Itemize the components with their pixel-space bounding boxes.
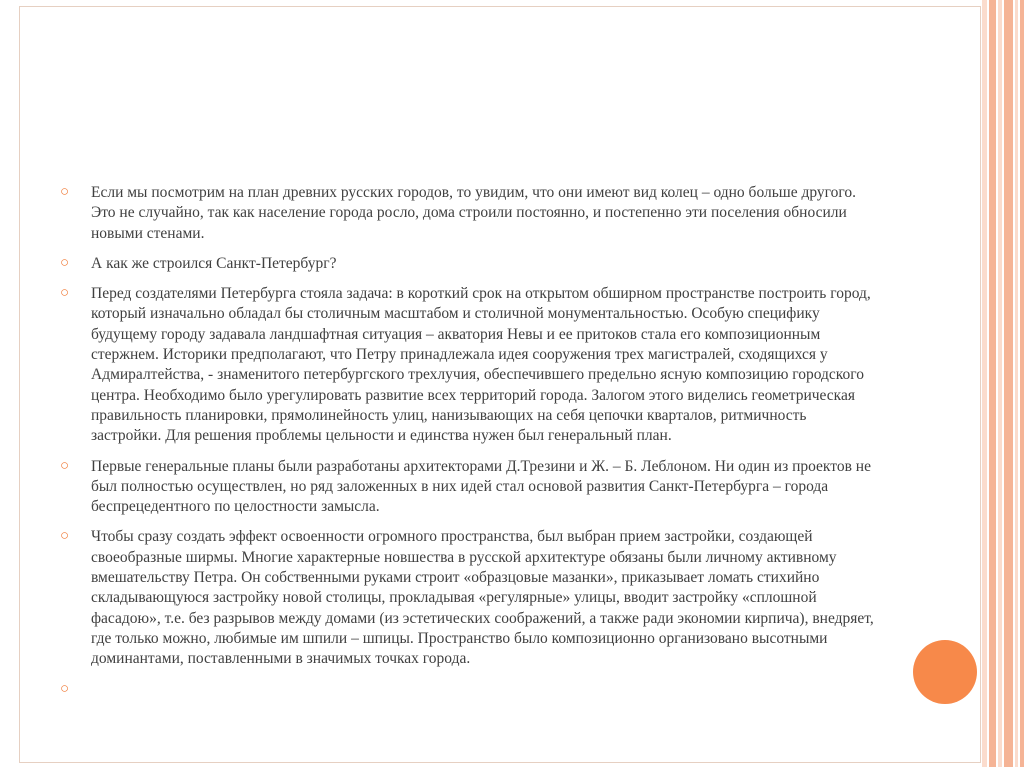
bullet-item <box>60 527 880 669</box>
circle-bullet-icon: ○ <box>60 184 70 200</box>
bullet-item <box>60 254 880 274</box>
circle-bullet-icon: ○ <box>60 457 70 474</box>
decorative-stripes <box>980 0 1024 767</box>
bullet-text: А как же строился Санкт-Петербург? <box>91 254 337 272</box>
decorative-circle <box>913 640 977 704</box>
bullet-text: Если мы посмотрим на план древних русских городов, то увидим, что они имеют вид колец – одно больше другого. Это не случайно, так как население города росло, дома строили постоянно, и постепенно эти поселения обносили новыми стенами. <box>91 184 856 242</box>
bullet-item <box>60 183 880 244</box>
bullet-item <box>60 457 880 518</box>
circle-bullet-icon: ○ <box>60 285 70 302</box>
bullet-text: Первые генеральные планы были разработаны архитекторами Д.Трезини и Ж. – Б. Леблоном. Ни один из проектов не был полностью осуществлен, но ряд заложенных в них идей стал основой развития Санкт-Петербурга – города беспрецедентного по целостности замысла. <box>91 457 871 516</box>
circle-bullet-icon: ○ <box>60 680 70 697</box>
bullet-text: Перед создателями Петербурга стояла задача: в короткий срок на открытом обширном пространстве построить город, который изначально обладал бы столичным масштабом и столичной монументальностью. Особую специфику будущему городу задавала ландшафтная ситуация – акватория Невы и ее притоков стала его композиционным стержнем. Историки предполагают, что Петру принадлежала идея сооружения трех магистралей, сходящихся у Адмиралтейства, - знаменитого петербургского трехлучия, обеспечившего предельно ясную композицию городского центра. Необходимо было урегулировать развитие всех территорий города. Залогом этого виделись геометрическая правильность планировки, прямолинейность улиц, нанизывающих на себя цепочки кварталов, ритмичность застройки. Для решения проблемы цельности и единства нужен был генеральный план. <box>91 285 871 445</box>
bullet-text: Чтобы сразу создать эффект освоенности огромного пространства, был выбран прием застройки, создающей своеобразные ширмы. Многие характерные новшества в русской архитектуре обязаны были личному активному вмешательству Петра. Он собственными руками строит «образцовые мазанки», приказывает ломать стихийно складывающуюся застройку новой столицы, прокладывая «регулярные» улицы, вводит застройку «сплошной фасадою», т.е. без разрывов между домами (из эстетических соображений, а также ради экономии кирпича), внедряет, где только можно, любимые им шпили – шпицы. Пространство было композиционно организовано высотными доминантами, поставленными в значимых точках города. <box>91 528 874 668</box>
circle-bullet-icon: ○ <box>60 254 70 271</box>
bullet-item-empty <box>60 680 880 700</box>
circle-bullet-icon: ○ <box>60 528 70 545</box>
bullet-item <box>60 284 880 446</box>
slide-body <box>60 183 880 710</box>
